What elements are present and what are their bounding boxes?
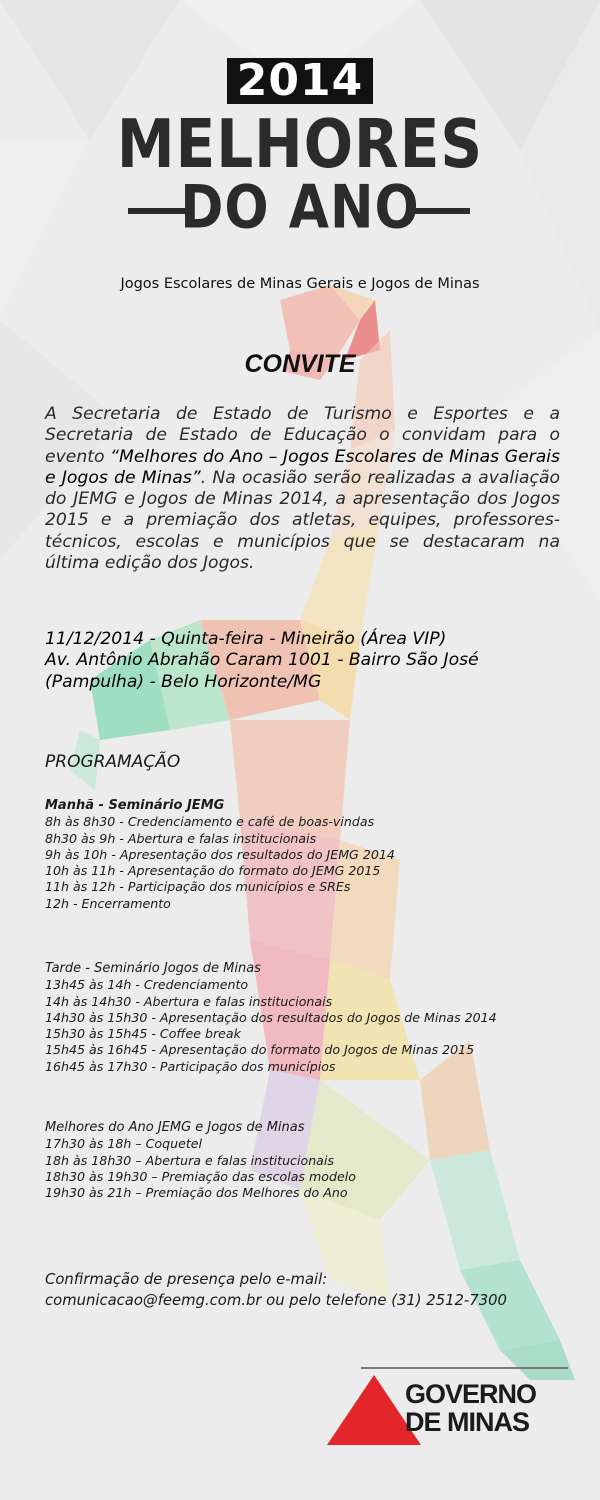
invite-paragraph (45, 404, 560, 574)
schedule-item: 11h às 12h - Participação dos municípios e SREs (45, 879, 351, 895)
footer-divider (361, 1367, 568, 1369)
rsvp-line1: Confirmação de presença pelo e-mail: (45, 1271, 328, 1288)
program-section-evening (45, 1120, 565, 1201)
invite-event-name: “Melhores do Ano – Jogos Escolares de Minas Gerais e Jogos de Minas” (45, 446, 560, 488)
schedule-item: 15h45 às 16h45 - Apresentação do formato do Jogos de Minas 2015 (45, 1042, 475, 1058)
schedule-item: 14h às 14h30 - Abertura e falas institucionais (45, 993, 333, 1009)
logo-line-de-minas: DE MINAS (405, 1407, 530, 1437)
logo-title-line2: DO ANO (180, 173, 420, 243)
schedule-item: 13h45 às 14h - Credenciamento (45, 977, 249, 993)
invite-description: . Na ocasião serão realizadas a avaliação do JEMG e Jogos de Minas 2014, a apresentação dos Jogos 2015 e a premiação dos atletas, equipes, professores-técnicos, escolas e municípios que se destacaram na última edição dos Jogos. (45, 467, 561, 574)
schedule-item: 18h às 18h30 – Abertura e falas institucionais (45, 1152, 334, 1168)
schedule-item: 10h às 11h - Apresentação do formato do JEMG 2015 (45, 863, 381, 879)
event-date-place: 11/12/2014 - Quinta-feira - Mineirão (Área VIP) (45, 629, 447, 649)
logo-subtitle: Jogos Escolares de Minas Gerais e Jogos de Minas (120, 276, 480, 292)
program-title: PROGRAMAÇÃO (45, 752, 181, 772)
rsvp-info (45, 1270, 575, 1311)
schedule-item: 9h às 10h - Apresentação dos resultados do JEMG 2014 (45, 846, 395, 862)
logo-line-governo: GOVERNO (405, 1379, 537, 1409)
governo-minas-logo (405, 1380, 565, 1436)
logo-title-line1: MELHORES (116, 104, 484, 184)
program-section-afternoon (45, 961, 565, 1075)
logo-year: 2014 (227, 58, 373, 104)
schedule-item: 19h30 às 21h – Premiação dos Melhores do Ano (45, 1185, 348, 1201)
schedule-item: 18h30 às 19h30 – Premiação das escolas modelo (45, 1168, 356, 1184)
schedule-item: 8h30 às 9h - Abertura e falas institucionais (45, 830, 317, 846)
schedule-item: 14h30 às 15h30 - Apresentação dos resultados do Jogos de Minas 2014 (45, 1009, 497, 1025)
invite-intro: A Secretaria de Estado de Turismo e Esportes e a Secretaria de Estado de Educação o convidam para o evento (45, 404, 560, 467)
section-heading: Manhã - Seminário JEMG (45, 798, 225, 813)
section-heading: Tarde - Seminário Jogos de Minas (45, 961, 261, 976)
section-heading: Melhores do Ano JEMG e Jogos de Minas (45, 1120, 305, 1135)
event-address-line2: (Pampulha) - Belo Horizonte/MG (45, 671, 322, 692)
event-info (45, 629, 560, 693)
program-section-morning (45, 798, 565, 912)
schedule-item: 16h45 às 17h30 - Participação dos municípios (45, 1058, 336, 1074)
event-address-line1: Av. Antônio Abrahão Caram 1001 - Bairro São José (45, 650, 479, 671)
invite-title: CONVITE (244, 350, 356, 378)
schedule-item: 12h - Encerramento (45, 895, 171, 911)
schedule-item: 17h30 às 18h – Coquetel (45, 1136, 203, 1152)
rsvp-line2: comunicacao@feemg.com.br ou pelo telefone (31) 2512-7300 (45, 1291, 507, 1309)
schedule-item: 15h30 às 15h45 - Coffee break (45, 1026, 241, 1042)
schedule-item: 8h às 8h30 - Credenciamento e café de boas-vindas (45, 814, 375, 830)
